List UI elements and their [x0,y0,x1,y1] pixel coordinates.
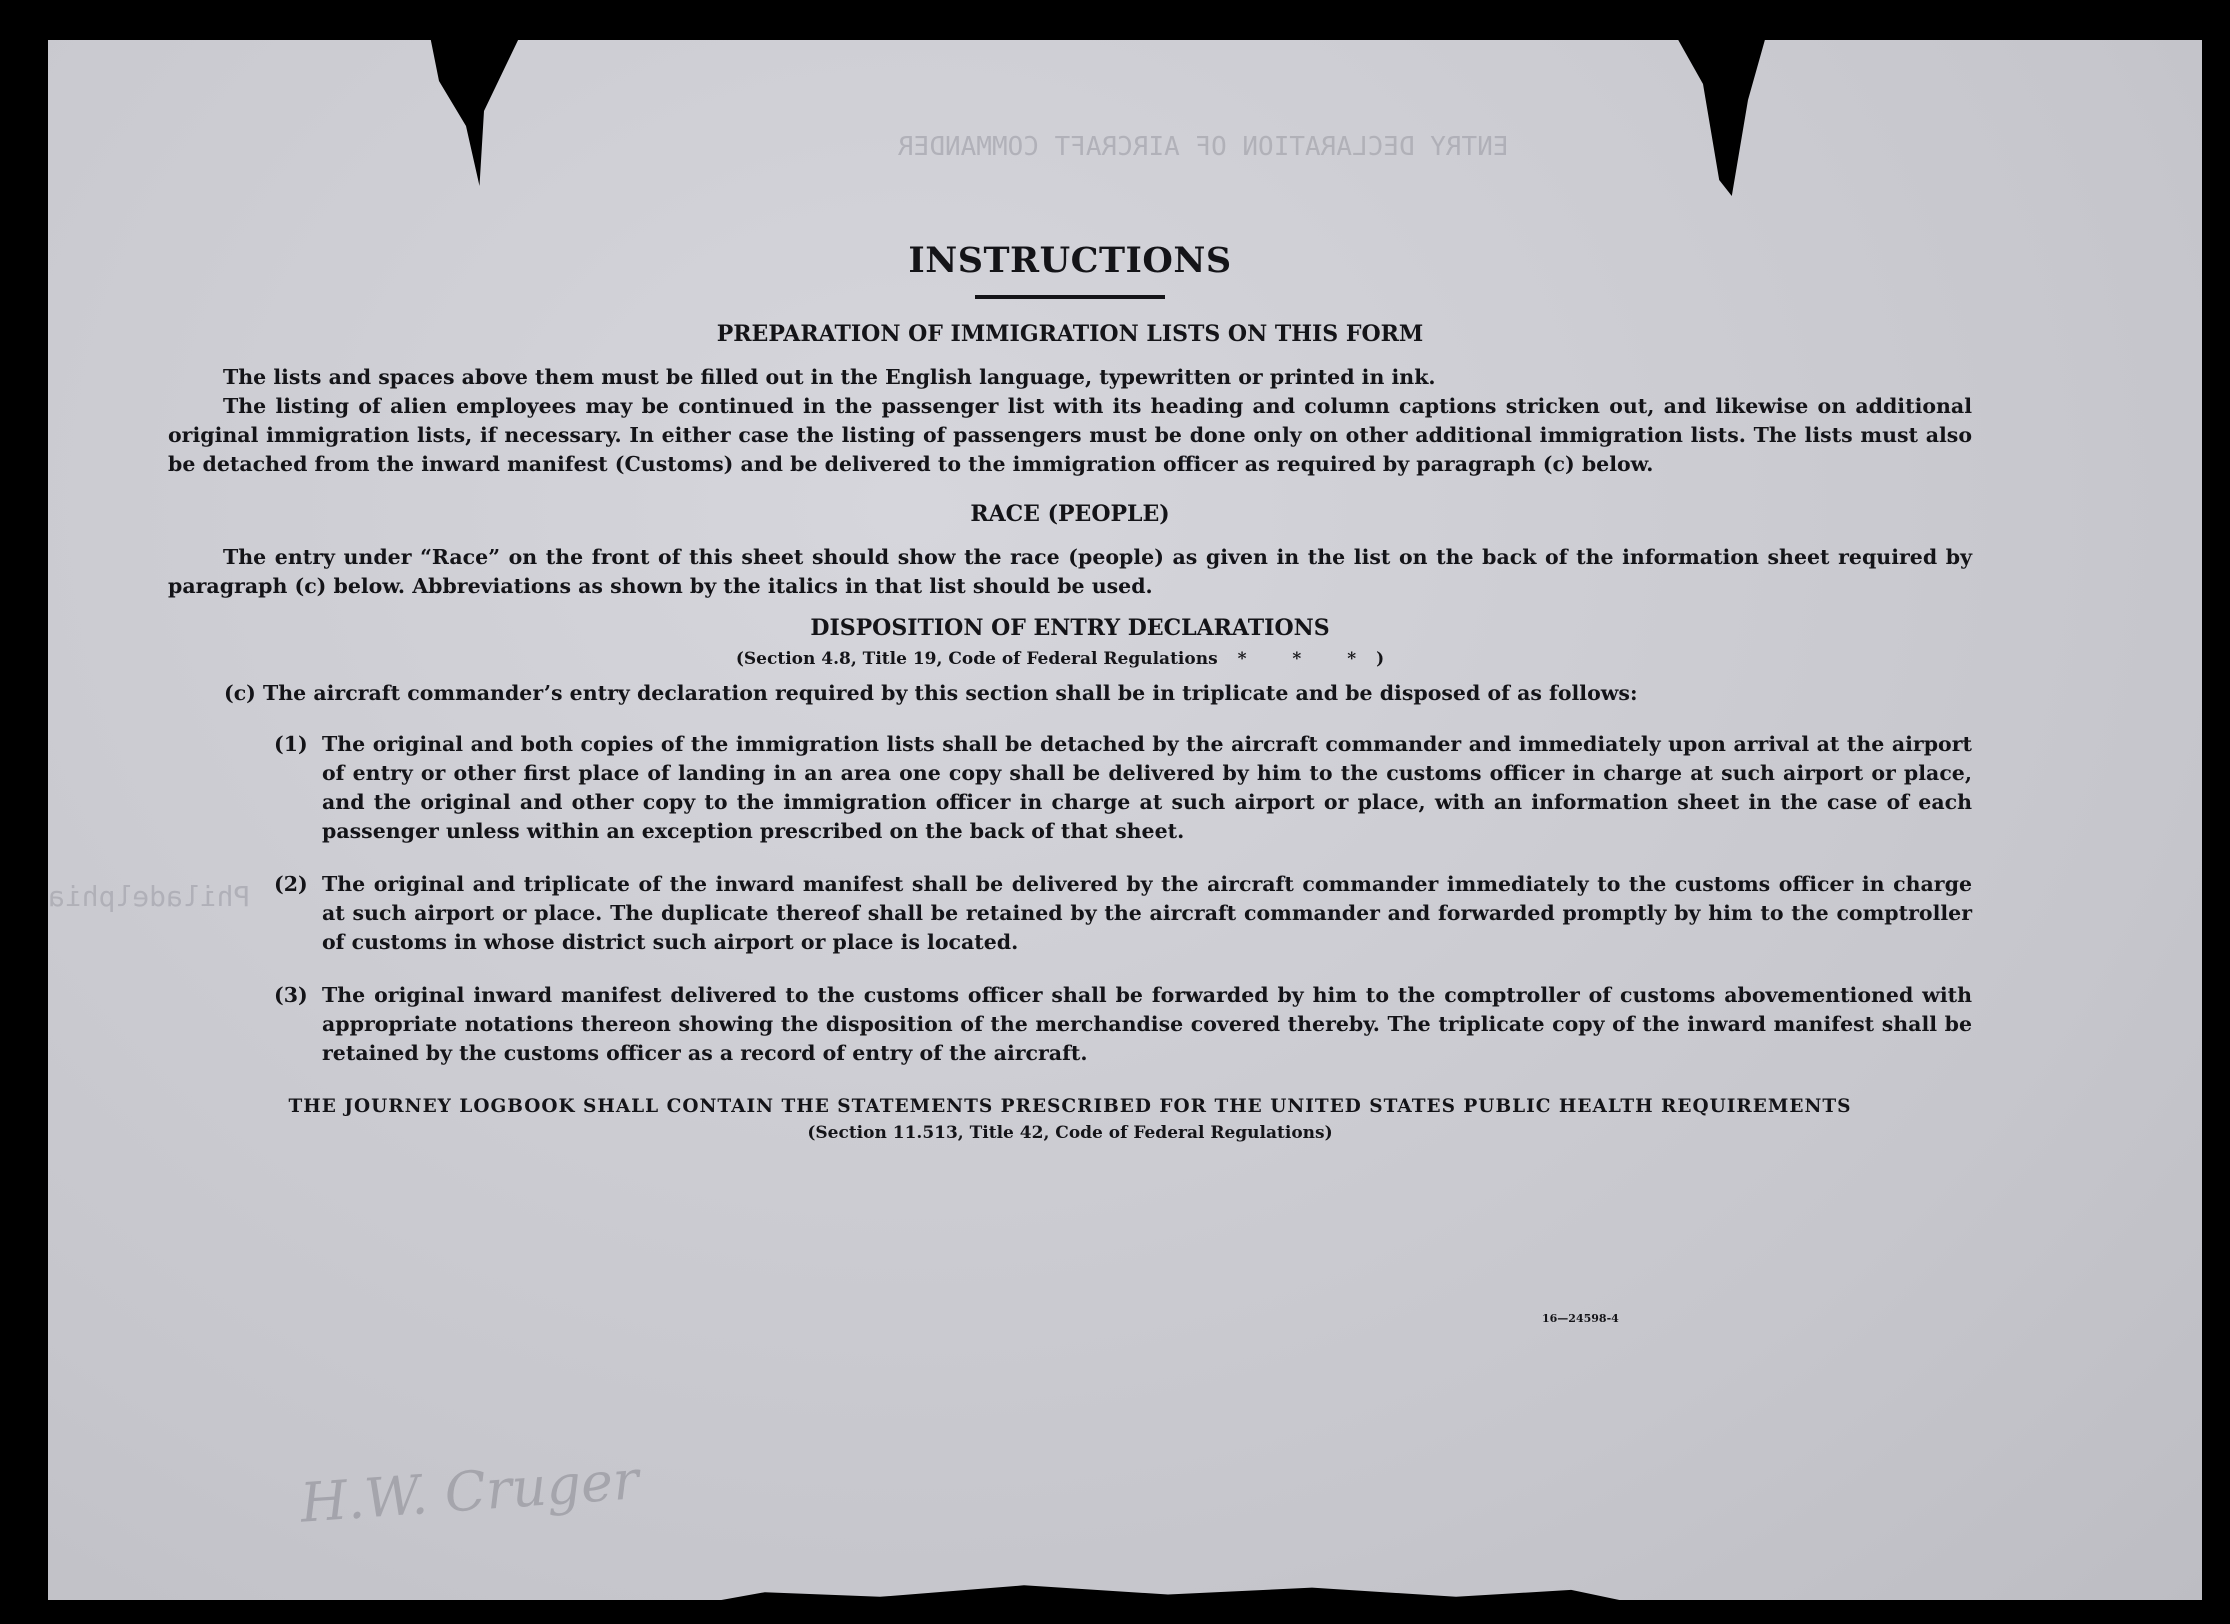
item-text: The original inward manifest delivered to the customs officer shall be forwarded by him to the comptroller of customs abovementioned with appropriate notations thereon showing the disposition of the merchandise covered thereby. The triplicate copy of the inward manifest shall be retained by the customs officer as a record of entry of the aircraft. [322,983,1972,1065]
handwritten-signature: H.W. Cruger [298,1448,641,1535]
bleed-through-header: ENTRY DECLARATION OF AIRCRAFT COMMANDER [898,132,1509,162]
bleed-through-text: Philadelphia [48,880,251,913]
paragraph-c: (c) The aircraft commander’s entry declaration required by this section shall be in triplicate and be disposed of as follows: [224,681,1638,705]
document-content [168,240,1972,1143]
list-item [168,870,1972,957]
torn-edge-bottom [688,1560,1648,1600]
item-number: (1) [274,732,308,756]
form-number: 16—24598-4 [1542,1312,1619,1325]
torn-edge [430,40,520,186]
list-item [168,730,1972,846]
section-heading-preparation: PREPARATION OF IMMIGRATION LISTS ON THIS FORM [716,321,1424,347]
paragraph: The listing of alien employees may be continued in the passenger list with its heading and column captions stricken out, and likewise on additional original immigration lists, if necessary. In either case the listing of passengers must be done only on other additional immigration lists. The lists must also be detached from the inward manifest (Customs) and be delivered to the immigration officer as required by paragraph (c) below. [168,394,1972,476]
page-title: INSTRUCTIONS [908,240,1232,281]
section-heading-race: RACE (PEOPLE) [970,501,1170,527]
section-heading-disposition: DISPOSITION OF ENTRY DECLARATIONS [810,615,1330,641]
torn-edge [1676,40,1766,196]
list-item [168,981,1972,1068]
citation-text: (Section 4.8, Title 19, Code of Federal Regulations [735,649,1218,669]
footer-citation: (Section 11.513, Title 42, Code of Federal Regulations) [807,1123,1333,1143]
paragraph: The lists and spaces above them must be filled out in the English language, typewritten or printed in ink. [223,365,1436,389]
item-number: (3) [274,983,308,1007]
item-text: The original and triplicate of the inward manifest shall be delivered by the aircraft commander immediately to the customs officer in charge at such airport or place. The duplicate thereof shall be retained by the aircraft commander and forwarded promptly by him to the comptroller of customs in whose district such airport or place is located. [322,872,1972,954]
section-citation [168,649,1972,669]
title-underline [975,295,1165,299]
footer-statement: THE JOURNEY LOGBOOK SHALL CONTAIN THE STATEMENTS PRESCRIBED FOR THE UNITED STATES PUBLIC HEALTH REQUIREMENTS [288,1096,1852,1117]
item-text: The original and both copies of the immigration lists shall be detached by the aircraft commander and immediately upon arrival at the airport of entry or other first place of landing in an area one copy shall be delivered by him to the customs officer in charge at such airport or place, and the original and other copy to the immigration officer in charge at such airport or place, with an information sheet in the case of each passenger unless within an exception prescribed on the back of that sheet. [322,732,1972,843]
citation-stars: * * *) [1237,649,1405,669]
paragraph: The entry under “Race” on the front of this sheet should show the race (people) as given in the list on the back of the information sheet required by paragraph (c) below. Abbreviations as shown by the italics in that list should be used. [168,545,1972,598]
item-number: (2) [274,872,308,896]
